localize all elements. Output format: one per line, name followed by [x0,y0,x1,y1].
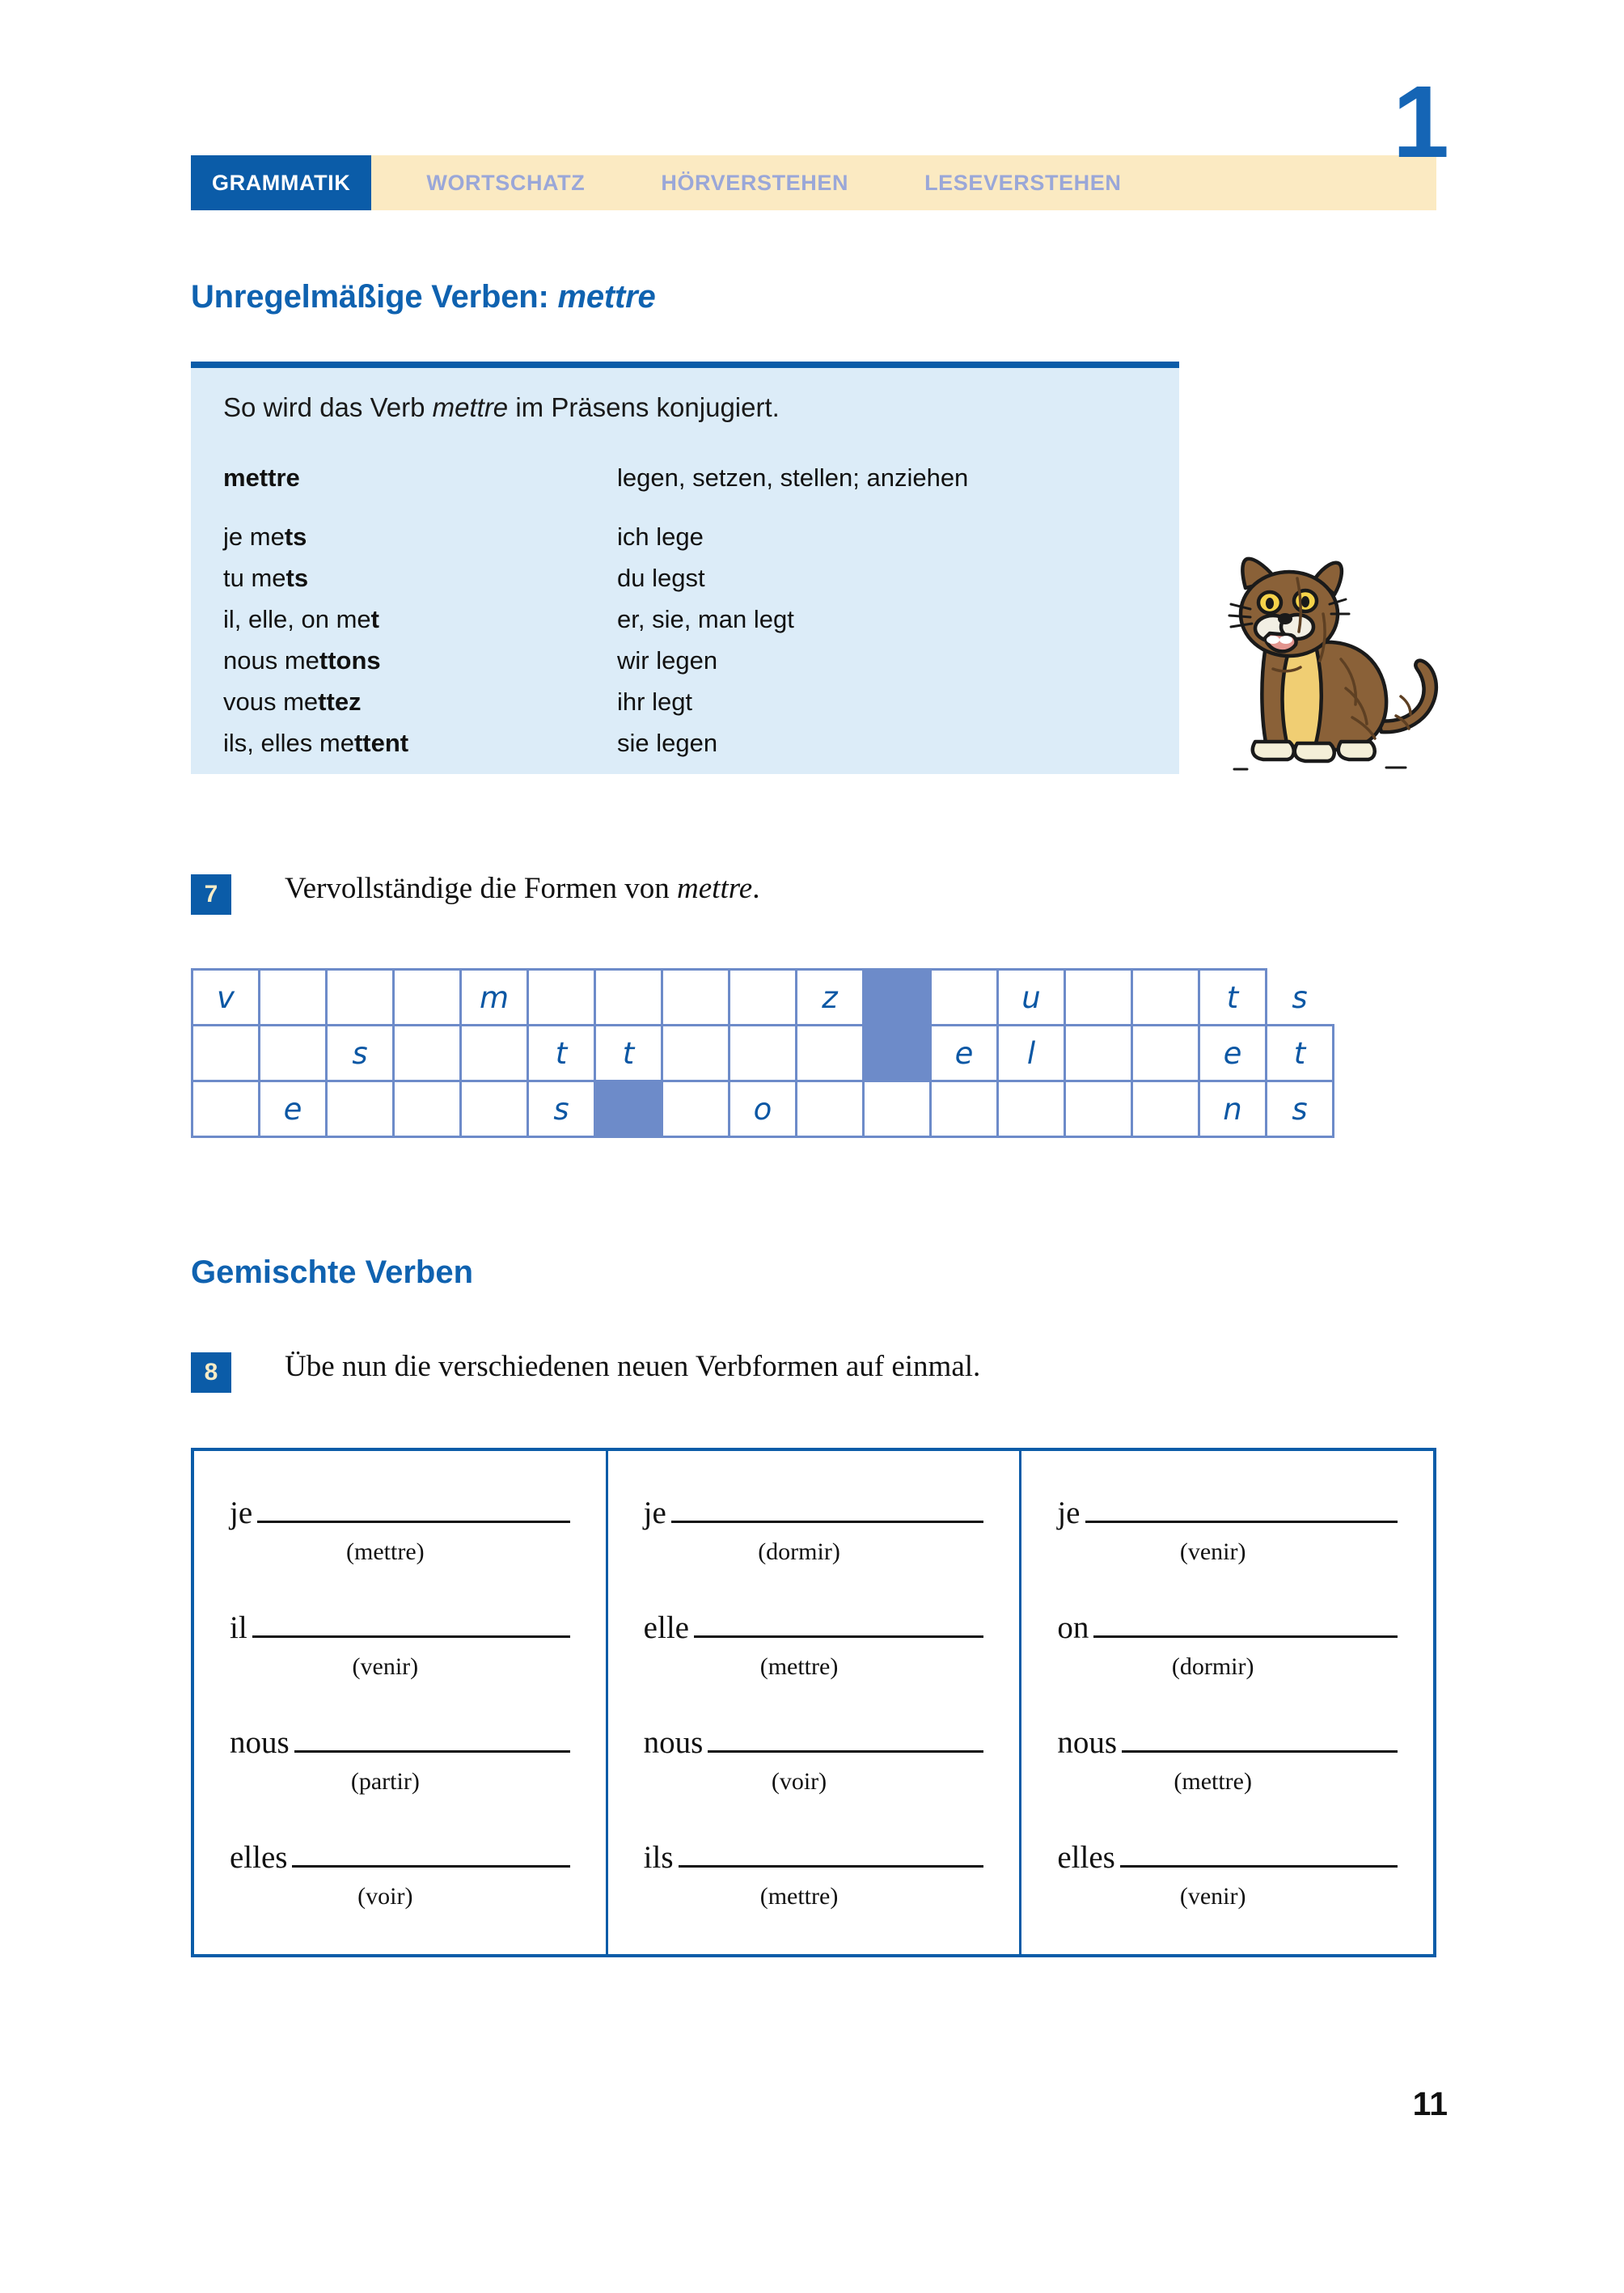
letter-grid-cell[interactable]: s [325,1024,395,1082]
letter-grid-cell[interactable] [459,1024,529,1082]
exercise-8-answer-line [230,1723,570,1761]
conjugation-german: ich lege [617,522,704,551]
letter-grid-cell[interactable]: n [1198,1080,1267,1138]
letter-grid-cell[interactable] [1064,968,1133,1026]
exercise-8-blank-input[interactable] [1120,1838,1398,1868]
letter-grid-cell[interactable]: e [258,1080,328,1138]
info-intro-verb: mettre [432,392,509,422]
letter-grid-cell[interactable] [929,1080,999,1138]
letter-grid-cell[interactable] [459,1080,529,1138]
letter-grid-cell[interactable] [795,1024,865,1082]
exercise-8-answer-line [1057,1723,1398,1761]
exercise-8-pronoun: on [1057,1610,1089,1645]
exercise-7-text-after: . [752,872,760,905]
exercise-8-item [1057,1723,1398,1796]
conjugation-row [223,599,968,640]
letter-grid-cell[interactable] [1131,1080,1200,1138]
exercise-8-answer-line [644,1723,984,1761]
conjugation-german: ihr legt [617,687,693,716]
exercise-8-item [230,1493,570,1566]
exercise-8-blank-input[interactable] [694,1608,983,1638]
letter-grid-cell[interactable]: o [728,1080,797,1138]
letter-grid-cell[interactable]: t [527,1024,596,1082]
conjugation-ending: ttez [318,687,362,716]
conjugation-row [223,681,968,722]
tab-wortschatz-label: WORTSCHATZ [426,170,586,195]
letter-grid-row [191,968,1334,1026]
conjugation-german: sie legen [617,729,718,757]
tab-grammatik[interactable] [191,155,371,210]
conjugation-stem: nous me [223,646,319,675]
section-tab-bar [191,155,1436,210]
conjugation-infinitive: mettre [223,463,300,492]
conjugation-french [223,640,617,681]
exercise-8-column [194,1451,608,1954]
conjugation-stem: je me [223,522,285,551]
exercise-8-answer-line [1057,1838,1398,1876]
letter-grid-cell[interactable]: z [795,968,865,1026]
letter-grid-cell[interactable]: t [1265,1024,1334,1082]
tab-spacer-2 [606,155,640,210]
letter-grid-cell[interactable] [392,1024,462,1082]
letter-grid-cell[interactable] [862,1080,932,1138]
letter-grid-cell[interactable]: s [1265,1080,1334,1138]
exercise-7-text-before: Vervollständige die Formen von [285,872,678,905]
page-title [191,279,656,315]
page-number: 11 [1412,2085,1448,2122]
exercise-8-blank-input[interactable] [292,1838,569,1868]
exercise-8-item [230,1838,570,1910]
exercise-8-verb-hint: (dormir) [1171,1653,1254,1680]
letter-grid-cell[interactable]: l [996,1024,1066,1082]
exercise-8-verb-hint: (mettre) [1174,1768,1252,1795]
letter-grid-blocked-cell [862,968,932,1026]
tab-hoerverstehen-label: HÖRVERSTEHEN [661,170,849,195]
info-box-intro [223,392,780,423]
conjugation-ending: ttons [319,646,381,675]
letter-grid-cell[interactable]: v [191,968,260,1026]
exercise-8-item [644,1608,984,1681]
page-title-verb: mettre [557,279,656,315]
exercise-8-pronoun: nous [1057,1725,1118,1760]
exercise-8-blank-input[interactable] [679,1838,984,1868]
letter-grid-blocked-cell [862,1024,932,1082]
exercise-8-pronoun: je [643,1496,666,1530]
exercise-8-column [608,1451,1022,1954]
exercise-8-verb-hint: (mettre) [759,1883,839,1910]
conjugation-ending: ttent [353,729,409,757]
letter-grid-row [191,1080,1334,1138]
exercise-8-pronoun: ils [643,1840,674,1875]
letter-grid-cell[interactable]: t [594,1024,663,1082]
exercise-8-blank-input[interactable] [257,1493,570,1523]
letter-grid-cell[interactable]: m [459,968,529,1026]
conjugation-stem: ils, elles me [223,729,354,757]
exercise-7-instruction [285,871,759,906]
tab-wortschatz[interactable] [405,155,606,210]
exercise-7-text-verb: mettre [677,872,753,905]
exercise-8-box [191,1448,1436,1957]
conjugation-german: du legst [617,564,705,592]
letter-grid-cell[interactable]: u [996,968,1066,1026]
conjugation-french [223,722,617,764]
tab-leseverstehen[interactable] [903,155,1142,210]
exercise-8-answer-line [644,1493,984,1531]
exercise-8-pronoun: elles [1057,1840,1115,1875]
exercise-8-verb-hint: (voir) [357,1883,413,1910]
chapter-number: 1 [1392,65,1449,179]
letter-grid-cell[interactable]: e [1198,1024,1267,1082]
exercise-8-verb-hint: (dormir) [758,1538,840,1565]
tab-grammatik-label: GRAMMATIK [212,170,351,195]
exercise-8-verb-hint: (venir) [1179,1883,1246,1910]
cat-illustration [1202,530,1461,789]
exercise-8-item [1057,1608,1398,1681]
conjugation-french [223,557,617,599]
exercise-8-column [1021,1451,1433,1954]
letter-grid-cell[interactable] [392,968,462,1026]
letter-grid-cell[interactable]: t [1198,968,1267,1026]
letter-grid-cell[interactable] [728,1024,797,1082]
conjugation-french [223,599,617,640]
letter-grid-cell[interactable] [1131,1024,1200,1082]
letter-grid-cell[interactable] [728,968,797,1026]
exercise-8-verb-hint: (partir) [350,1768,420,1795]
exercise-8-answer-line [230,1493,570,1531]
letter-grid-cell[interactable]: e [929,1024,999,1082]
conjugation-row [223,516,968,557]
exercise-8-item [230,1608,570,1681]
tab-spacer-1 [371,155,405,210]
exercise-8-pronoun: elles [230,1840,288,1875]
letter-grid-cell[interactable] [1064,1024,1133,1082]
conjugation-header-row [223,457,968,498]
exercise-8-pronoun: je [1057,1496,1081,1530]
exercise-8-answer-line [644,1838,984,1876]
conjugation-ending: t [370,605,379,633]
tab-spacer-3 [869,155,903,210]
letter-grid-cell[interactable] [661,968,730,1026]
letter-grid-cell[interactable] [1131,968,1200,1026]
letter-grid-cell[interactable] [325,968,395,1026]
exercise-8-answer-line [644,1608,984,1646]
letter-grid-blocked-cell [594,1080,663,1138]
exercise-8-answer-line [1057,1608,1398,1646]
conjugation-german: er, sie, man legt [617,605,794,633]
exercise-8-item [230,1723,570,1796]
exercise-8-instruction: Übe nun die verschiedenen neuen Verbformen auf einmal. [285,1350,981,1383]
letter-grid-cell: s [1292,979,1308,1015]
exercise-8-blank-input[interactable] [1085,1493,1398,1523]
letter-grid-cell[interactable] [1064,1080,1133,1138]
tab-leseverstehen-label: LESEVERSTEHEN [924,170,1122,195]
letter-grid-cell[interactable] [661,1080,730,1138]
exercise-8-pronoun: il [230,1610,247,1645]
exercise-8-verb-hint: (mettre) [759,1653,839,1680]
tab-hoerverstehen[interactable] [640,155,869,210]
conjugation-stem: il, elle, on me [223,605,371,633]
letter-grid-cell[interactable] [929,968,999,1026]
letter-grid-cell[interactable] [191,1024,260,1082]
letter-grid-cell[interactable] [661,1024,730,1082]
conjugation-ending: ts [285,564,309,592]
exercise-7-number: 7 [191,874,231,915]
info-intro-after: im Präsens konjugiert. [508,392,780,422]
letter-grid-cell[interactable] [527,968,596,1026]
exercise-8-blank-input[interactable] [252,1608,570,1638]
exercise-8-verb-hint: (venir) [1179,1538,1246,1565]
exercise-8-blank-input[interactable] [708,1723,983,1753]
exercise-8-verb-hint: (mettre) [346,1538,425,1565]
exercise-8-pronoun: nous [230,1725,290,1760]
info-intro-before: So wird das Verb [223,392,433,422]
exercise-8-item [1057,1838,1398,1910]
letter-grid[interactable] [191,968,1334,1138]
letter-grid-cell[interactable] [191,1080,260,1138]
letter-grid-cell[interactable] [392,1080,462,1138]
letter-grid-cell[interactable] [325,1080,395,1138]
exercise-8-item [644,1723,984,1796]
letter-grid-cell[interactable] [996,1080,1066,1138]
conjugation-row [223,640,968,681]
exercise-8-pronoun: je [230,1496,253,1530]
exercise-8-number: 8 [191,1352,231,1393]
conjugation-table [223,457,968,764]
exercise-8-verb-hint: (voir) [771,1768,827,1795]
exercise-8-item [644,1493,984,1566]
letter-grid-cell[interactable] [795,1080,865,1138]
conjugation-french [223,681,617,722]
conjugation-stem: tu me [223,564,286,592]
section-title-gemischte-verben: Gemischte Verben [191,1254,474,1290]
letter-grid-cell[interactable] [594,968,663,1026]
exercise-8-verb-hint: (venir) [352,1653,419,1680]
exercise-8-blank-input[interactable] [1093,1608,1398,1638]
conjugation-row [223,557,968,599]
exercise-8-answer-line [230,1608,570,1646]
exercise-8-blank-input[interactable] [294,1723,570,1753]
conjugation-ending: ts [284,522,307,551]
letter-grid-cell[interactable]: s [527,1080,596,1138]
exercise-8-answer-line [1057,1493,1398,1531]
conjugation-translation: legen, setzen, stellen; anziehen [617,463,969,492]
exercise-8-item [1057,1493,1398,1566]
exercise-8-pronoun: elle [643,1610,689,1645]
letter-grid-row [191,1024,1334,1082]
page-title-prefix: Unregelmäßige Verben: [191,279,558,315]
letter-grid-cell[interactable] [258,1024,328,1082]
exercise-8-item [644,1838,984,1910]
exercise-8-pronoun: nous [643,1725,704,1760]
exercise-8-answer-line [230,1838,570,1876]
exercise-8-blank-input[interactable] [671,1493,984,1523]
exercise-8-blank-input[interactable] [1122,1723,1398,1753]
conjugation-stem: vous me [223,687,319,716]
conjugation-row [223,722,968,764]
conjugation-french [223,516,617,557]
conjugation-german: wir legen [617,646,718,675]
letter-grid-cell[interactable] [258,968,328,1026]
